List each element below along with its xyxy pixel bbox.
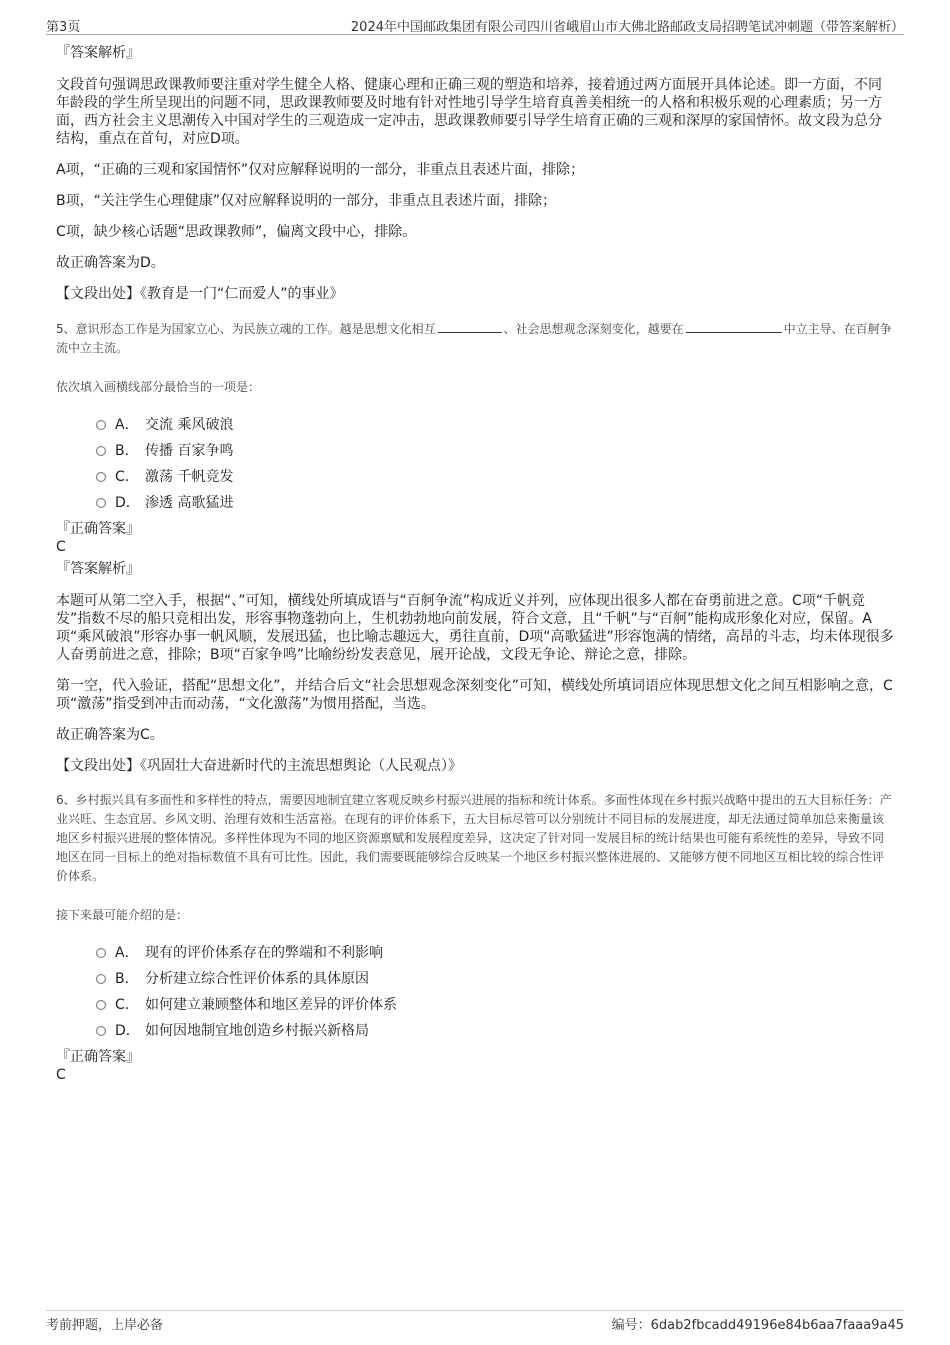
q5-stem: 5、意识形态工作是为国家立心、为民族立魂的工作。越是思想文化相互 、社会思想观念深刻变化，越要在 中立主导、在百舸争流中立主流。 [56, 319, 894, 358]
q6-prompt: 接下来最可能介绍的是： [56, 908, 189, 922]
q4-analysis-p4: C项，缺少核心话题“思政课教师”，偏离文段中心，排除。 [56, 224, 417, 240]
page-footer [46, 1310, 904, 1333]
q6-options [96, 940, 894, 1044]
q5-analysis-p2: 第一空，代入验证，搭配“思想文化”，并结合后文“社会思想观念深刻变化”可知，横线处所填词语应体现思想文化之间互相影响之意，C项“激荡”指受到冲击而动荡，“文化激荡”为惯用搭配，当选。 [56, 678, 893, 712]
page-header [46, 14, 904, 35]
radio-icon[interactable] [96, 472, 106, 482]
q6-option-b[interactable]: B． 分析建立综合性评价体系的具体原因 [96, 966, 894, 992]
footer-slogan: 考前押题，上岸必备 [46, 1318, 164, 1333]
q5-analysis-label: 『答案解析』 [56, 561, 140, 577]
q4-analysis-p2: A项，“正确的三观和家国情怀”仅对应解释说明的一部分，非重点且表述片面，排除； [56, 162, 585, 178]
radio-icon[interactable] [96, 1000, 106, 1010]
blank-2 [686, 319, 782, 333]
q4-analysis-label: 『答案解析』 [56, 45, 140, 61]
page-number: 第3页 [46, 20, 81, 35]
blank-1 [438, 319, 502, 333]
q5-option-d[interactable]: D． 渗透 高歌猛进 [96, 490, 894, 516]
radio-icon[interactable] [96, 974, 106, 984]
q6-correct-label: 『正确答案』 [56, 1049, 140, 1065]
q6-option-a[interactable]: A． 现有的评价体系存在的弊端和不利影响 [96, 940, 894, 966]
q4-source: 【文段出处】《教育是一门“仁而爱人”的事业》 [56, 286, 344, 302]
q5-option-c[interactable]: C． 激荡 千帆竞发 [96, 464, 894, 490]
q5-option-a[interactable]: A． 交流 乘风破浪 [96, 412, 894, 438]
document-id: 编号：6dab2fbcadd49196e84b6aa7faaa9a45 [611, 1318, 904, 1333]
q6-option-c[interactable]: C． 如何建立兼顾整体和地区差异的评价体系 [96, 992, 894, 1018]
radio-icon[interactable] [96, 420, 106, 430]
radio-icon[interactable] [96, 1026, 106, 1036]
radio-icon[interactable] [96, 498, 106, 508]
q6-stem: 6、乡村振兴具有多面性和多样性的特点，需要因地制宜建立客观反映乡村振兴进展的指标和统计体系。多面性体现在乡村振兴战略中提出的五大目标任务：产业兴旺、生态宜居、乡风文明、治理有效和生活富裕。在现有的评价体系下，五大目标尽管可以分别统计不同目标的发展进度，却无法通过简单加总来衡量该地区乡村振兴进展的整体情况。多样性体现为不同的地区资源禀赋和发展程度差异，这决定了针对同一发展目标的统计结果也可能有系统性的差异，导致不同地区在同一目标上的绝对指标数值不具有可比性。因此，我们需要既能够综合反映某一个地区乡村振兴整体进展的、又能够方便不同地区互相比较的综合性评价体系。 [56, 793, 892, 883]
document-title: 2024年中国邮政集团有限公司四川省峨眉山市大佛北路邮政支局招聘笔试冲刺题（带答案解析） [350, 20, 904, 35]
radio-icon[interactable] [96, 948, 106, 958]
document-body [56, 44, 894, 1088]
q4-analysis-p5: 故正确答案为D。 [56, 255, 165, 271]
q5-options [96, 412, 894, 516]
radio-icon[interactable] [96, 446, 106, 456]
q5-source: 【文段出处】《巩固壮大奋进新时代的主流思想舆论（人民观点）》 [56, 758, 462, 774]
q4-analysis-p3: B项，“关注学生心理健康”仅对应解释说明的一部分，非重点且表述片面，排除； [56, 193, 557, 209]
q4-analysis-p1: 文段首句强调思政课教师要注重对学生健全人格、健康心理和正确三观的塑造和培养，接着通过两方面展开具体论述。即一方面，不同年龄段的学生所呈现出的问题不同，思政课教师要及时地有针对性地引导学生培育真善美相统一的人格和积极乐观的心理素质；另一方面，西方社会主义思潮传入中国对学生的三观造成一定冲击，思政课教师要引导学生培育正确的三观和深厚的家国情怀。故文段为总分结构，重点在首句，对应D项。 [56, 77, 882, 147]
q5-prompt: 依次填入画横线部分最恰当的一项是： [56, 380, 261, 394]
q6-option-d[interactable]: D． 如何因地制宜地创造乡村振兴新格局 [96, 1018, 894, 1044]
q5-correct-label: 『正确答案』 [56, 521, 140, 537]
q5-option-b[interactable]: B． 传播 百家争鸣 [96, 438, 894, 464]
q6-correct-answer: C [56, 1067, 66, 1083]
q5-analysis-p1: 本题可从第二空入手，根据“、”可知，横线处所填成语与“百舸争流”构成近义并列，应体现出很多人都在奋勇前进之意。C项“千帆竞发”指数不尽的船只竞相出发，形容事物蓬勃向上，生机勃勃地向前发展，符合文意，且“千帆”与“百舸”能构成形象化对应，保留。A项“乘风破浪”形容办事一帆风顺，发展迅猛，也比喻志趣远大，勇往直前，D项“高歌猛进”形容饱满的情绪，高昂的斗志，均未体现很多人奋勇前进之意，排除；B项“百家争鸣”比喻纷纷发表意见，展开论战，文段无争论、辩论之意，排除。 [56, 593, 894, 663]
q5-correct-answer: C [56, 539, 66, 555]
q5-analysis-p3: 故正确答案为C。 [56, 727, 164, 743]
